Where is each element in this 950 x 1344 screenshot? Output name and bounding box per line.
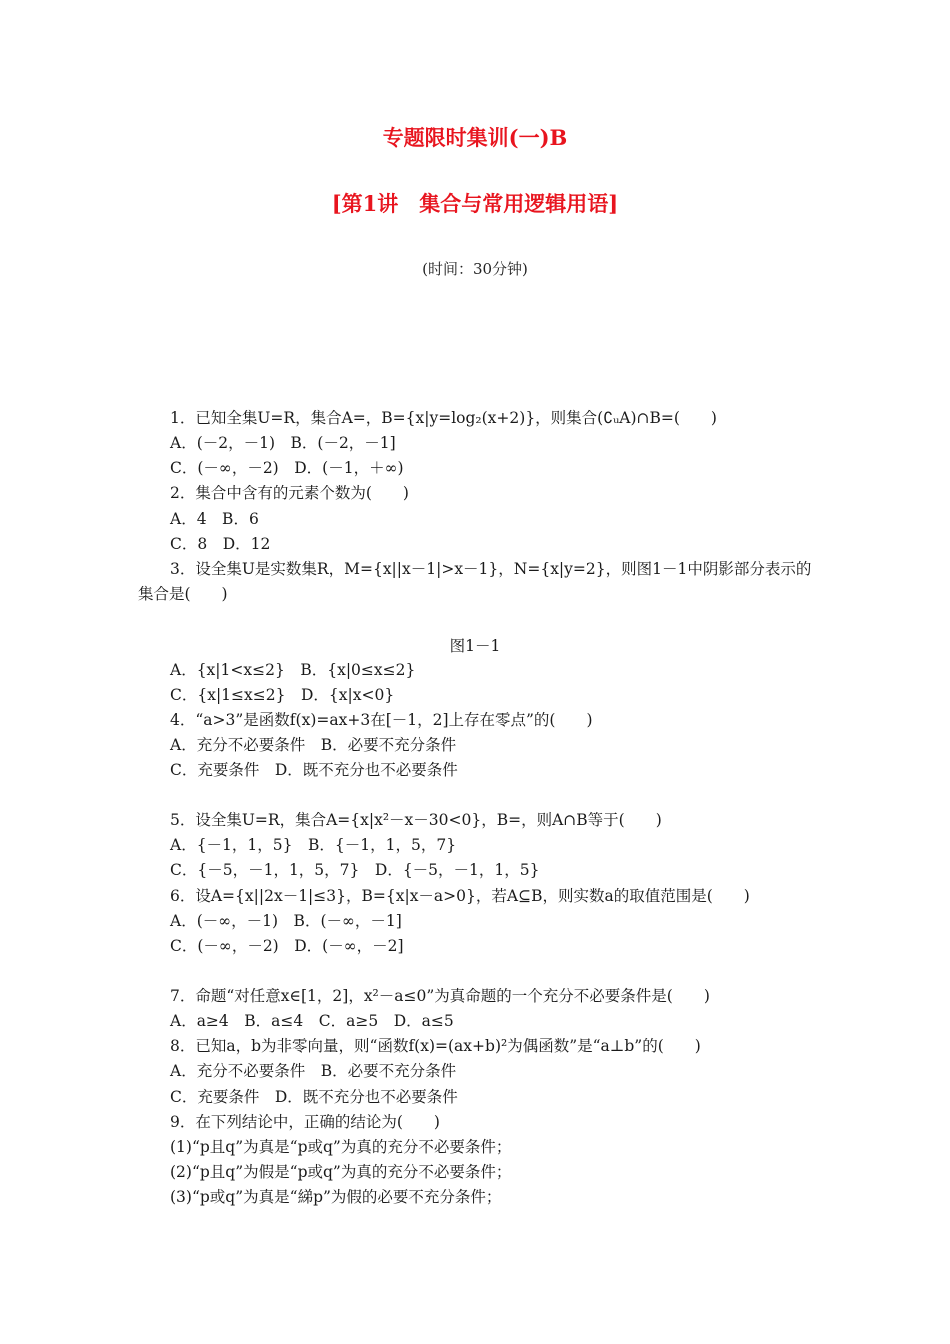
- figure-caption: 图1－1: [449, 637, 501, 655]
- q3-options-ab: A．{x|1<x≤2} B．{x|0≤x≤2}: [170, 661, 416, 679]
- question-6: 6．设A={x||2x－1|≤3}，B={x|x－a>0}，若A⊆B，则实数a的取值范围是( ): [170, 887, 750, 905]
- question-7: 7．命题“对任意x∈[1，2]，x²－a≤0”为真命题的一个充分不必要条件是( ): [170, 987, 710, 1005]
- q5-options-ab: A．{－1，1，5} B．{－1，1，5，7}: [170, 836, 457, 854]
- q2-options-cd: C．8 D．12: [170, 535, 271, 553]
- question-9: 9．在下列结论中，正确的结论为( ): [170, 1113, 440, 1131]
- page-subtitle: [第1讲 集合与常用逻辑用语]: [331, 191, 619, 216]
- q7-options: A．a≥4 B．a≤4 C．a≥5 D．a≤5: [170, 1012, 454, 1030]
- question-8: 8．已知a，b为非零向量，则“函数f(x)=(ax+b)²为偶函数”是“a⊥b”的( ): [170, 1037, 701, 1055]
- q6-options-cd: C．(－∞，－2) D．(－∞，－2]: [170, 937, 404, 955]
- question-4: 4．“a>3”是函数f(x)=ax+3在[－1，2]上存在零点”的( ): [170, 711, 593, 729]
- question-5: 5．设全集U=R，集合A={x|x²－x－30<0}，B=，则A∩B等于( ): [170, 811, 662, 829]
- q8-options-cd: C．充要条件 D．既不充分也不必要条件: [170, 1088, 458, 1106]
- q4-options-ab: A．充分不必要条件 B．必要不充分条件: [170, 736, 457, 754]
- time-limit: (时间：30分钟): [422, 260, 528, 278]
- q1-options-cd: C．(－∞，－2) D．(－1，＋∞): [170, 459, 404, 477]
- q3-options-cd: C．{x|1≤x≤2} D．{x|x<0}: [170, 686, 395, 704]
- q5-options-cd: C．{－5，－1，1，5，7} D．{－5，－1，1，5}: [170, 861, 540, 879]
- q2-options-ab: A．4 B．6: [170, 510, 259, 528]
- question-2: 2．集合中含有的元素个数为( ): [170, 484, 409, 502]
- q6-options-ab: A．(－∞，－1) B．(－∞，－1]: [170, 912, 402, 930]
- q9-statement-2: (2)“p且q”为假是“p或q”为真的充分不必要条件；: [170, 1163, 512, 1181]
- page-title: 专题限时集训(一)B: [382, 125, 568, 150]
- q9-statement-1: (1)“p且q”为真是“p或q”为真的充分不必要条件；: [170, 1138, 512, 1156]
- q4-options-cd: C．充要条件 D．既不充分也不必要条件: [170, 761, 458, 779]
- question-3: 3．设全集U是实数集R，M={x||x－1|>x－1}，N={x|y=2}，则图1－1中阴影部分表示的: [170, 560, 812, 578]
- question-3-cont: 集合是( ): [138, 585, 228, 603]
- q9-statement-3: (3)“p或q”为真是“綈p”为假的必要不充分条件；: [170, 1188, 502, 1206]
- q8-options-ab: A．充分不必要条件 B．必要不充分条件: [170, 1062, 457, 1080]
- question-1: 1．已知全集U=R，集合A=，B={x|y=log₂(x+2)}，则集合(∁ᵤA)∩B=( ): [170, 409, 717, 427]
- q1-options-ab: A．(－2，－1) B．(－2，－1]: [170, 434, 396, 452]
